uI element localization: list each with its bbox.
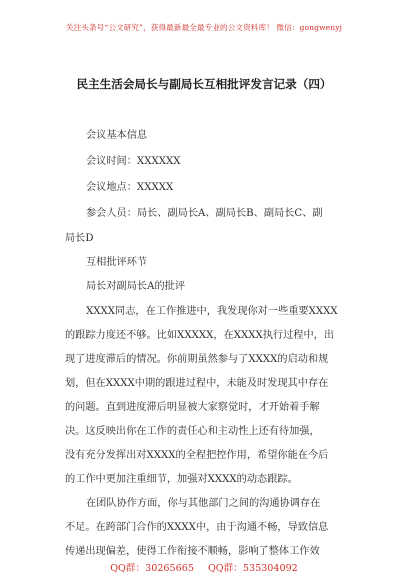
paragraph-line: 决。这反映出你在工作的责任心和主动性上还有待加强， bbox=[65, 426, 320, 437]
meeting-info-heading: 会议基本信息 bbox=[86, 130, 148, 141]
paragraph-line: 现了进度滞后的情况。你前期虽然参与了XXXX的启动和规 bbox=[65, 354, 329, 365]
criticism-subheading: 局长对副局长A的批评 bbox=[86, 281, 186, 292]
footer-contact bbox=[0, 560, 408, 574]
paragraph-line: 划，但在XXXX中期的跟进过程中，未能及时发现其中存在 bbox=[65, 378, 329, 389]
paragraph-line: 传递出现偏差，使得工作衔接不顺畅，影响了整体工作效 bbox=[65, 546, 320, 557]
meeting-participants-line: 参会人员：局长、副局长A、副局长B、副局长C、副 bbox=[86, 208, 323, 219]
paragraph-line: 在团队协作方面，你与其他部门之间的沟通协调存在 bbox=[86, 498, 321, 509]
paragraph-line: XXXX同志，在工作推进中，我发现你对一些重要XXXX bbox=[86, 306, 338, 317]
paragraph-line: 不足。在跨部门合作的XXXX中，由于沟通不畅，导致信息 bbox=[65, 522, 329, 533]
criticism-section-heading: 互相批评环节 bbox=[86, 257, 148, 268]
header-promo-text: 关注头条号“公文研究”，获得最新最全最专业的公文资料库！ 微信：gongwenyj bbox=[65, 23, 343, 32]
meeting-place: 会议地点：XXXXX bbox=[86, 182, 174, 193]
meeting-time: 会议时间：XXXXXX bbox=[86, 156, 181, 167]
meeting-participants-line: 局长D bbox=[65, 233, 94, 244]
paragraph-line: 的工作中更加注重细节，加强对XXXX的动态跟踪。 bbox=[65, 474, 298, 485]
paragraph-line: 的跟踪力度还不够。比如XXXXX，在XXXX执行过程中，出 bbox=[65, 330, 335, 341]
paragraph-line: 的问题。直到进度滞后明显被大家察觉时，才开始着手解 bbox=[65, 402, 320, 413]
qq-group-1: QQ群：30265665 bbox=[110, 563, 194, 574]
document-title: 民主生活会局长与副局长互相批评发言记录（四） bbox=[76, 77, 332, 91]
paragraph-line: 没有充分发挥出对XXXX的全程把控作用，希望你能在今后 bbox=[65, 450, 329, 461]
qq-group-2: QQ群：535304092 bbox=[207, 563, 298, 574]
